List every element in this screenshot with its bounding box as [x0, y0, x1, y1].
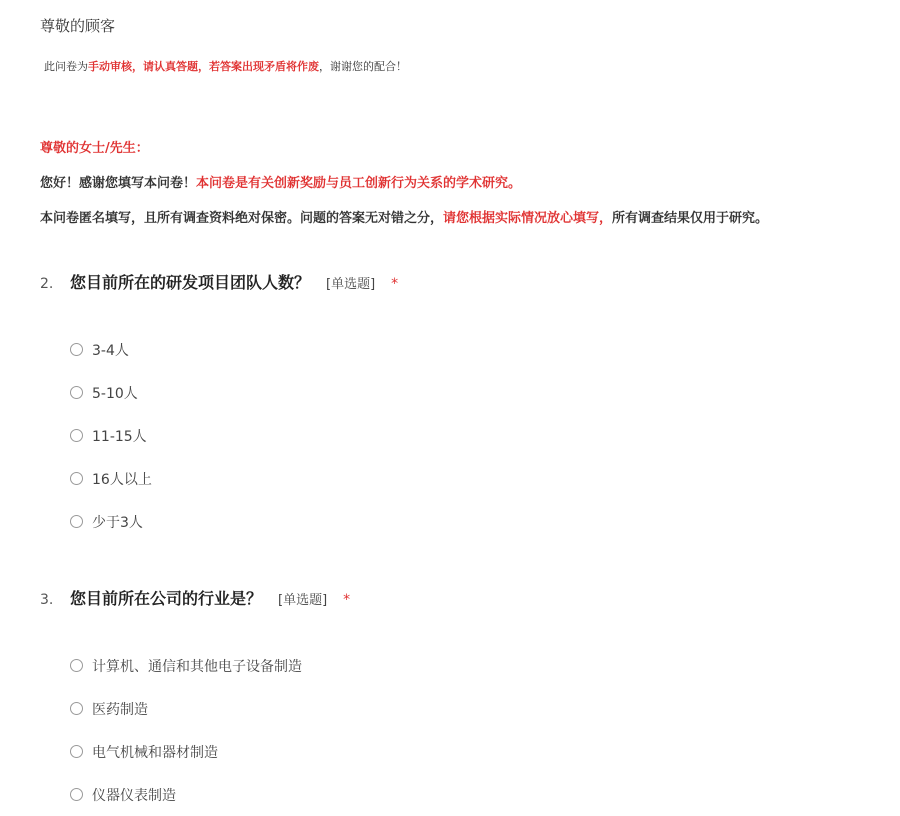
- question-type-label: [单选题]: [326, 277, 376, 292]
- paragraph-2-text: 本问卷匿名填写，且所有调查资料绝对保密。问题的答案无对错之分，: [40, 211, 444, 226]
- radio-unchecked-icon[interactable]: [70, 788, 83, 801]
- option-5-10[interactable]: [70, 371, 152, 414]
- option-label: 计算机、通信和其他电子设备制造: [92, 658, 302, 675]
- radio-unchecked-icon[interactable]: [70, 659, 83, 672]
- question-title: 您目前所在公司的行业是？: [70, 589, 263, 608]
- option-less-than-3[interactable]: [70, 500, 152, 543]
- question-title: 您目前所在的研发项目团队人数？: [70, 273, 311, 292]
- option-3-4[interactable]: [70, 328, 152, 371]
- required-marker: *: [391, 276, 399, 292]
- review-notice: [44, 58, 407, 74]
- paragraph-1-highlight: 本问卷是有关创新奖励与员工创新行为关系的学术研究。: [196, 176, 522, 191]
- question-number: 2.: [40, 276, 54, 292]
- question-3: [40, 586, 860, 804]
- option-label: 3-4人: [92, 342, 129, 359]
- letter-paragraph-1: [40, 172, 521, 191]
- option-electrical-machinery[interactable]: [70, 730, 302, 773]
- option-pharmaceutical[interactable]: [70, 687, 302, 730]
- option-label: 仪器仪表制造: [92, 787, 176, 804]
- option-label: 医药制造: [92, 701, 148, 718]
- radio-unchecked-icon[interactable]: [70, 429, 83, 442]
- letter-greeting: 尊敬的女士/先生：: [40, 141, 149, 156]
- notice-warning: 手动审核，请认真答题，若答案出现矛盾将作废: [88, 60, 319, 73]
- radio-unchecked-icon[interactable]: [70, 386, 83, 399]
- radio-unchecked-icon[interactable]: [70, 745, 83, 758]
- option-computer-electronics[interactable]: [70, 644, 302, 687]
- question-header: [40, 586, 860, 609]
- option-label: 5-10人: [92, 385, 138, 402]
- question-type-label: [单选题]: [278, 593, 328, 608]
- intro-title: 尊敬的顾客: [40, 17, 116, 35]
- option-list: [70, 328, 152, 543]
- option-list: [70, 644, 302, 816]
- option-label: 16人以上: [92, 471, 152, 488]
- radio-unchecked-icon[interactable]: [70, 515, 83, 528]
- paragraph-2-highlight: 请您根据实际情况放心填写，: [443, 211, 613, 226]
- option-label: 少于3人: [92, 514, 143, 531]
- notice-suffix: ，谢谢您的配合！: [319, 60, 407, 73]
- question-2: [40, 270, 860, 531]
- question-number: 3.: [40, 592, 54, 608]
- required-marker: *: [343, 592, 351, 608]
- letter-paragraph-2: [40, 207, 768, 226]
- notice-prefix: 此问卷为: [44, 60, 88, 73]
- paragraph-1-text: 您好！感谢您填写本问卷！: [40, 176, 197, 191]
- paragraph-2-text-end: 所有调查结果仅用于研究。: [612, 211, 769, 226]
- option-label: 电气机械和器材制造: [92, 744, 218, 761]
- option-16-plus[interactable]: [70, 457, 152, 500]
- question-header: [40, 270, 860, 293]
- radio-unchecked-icon[interactable]: [70, 343, 83, 356]
- radio-unchecked-icon[interactable]: [70, 702, 83, 715]
- option-label: 11-15人: [92, 428, 147, 445]
- option-11-15[interactable]: [70, 414, 152, 457]
- option-instruments[interactable]: [70, 773, 302, 816]
- radio-unchecked-icon[interactable]: [70, 472, 83, 485]
